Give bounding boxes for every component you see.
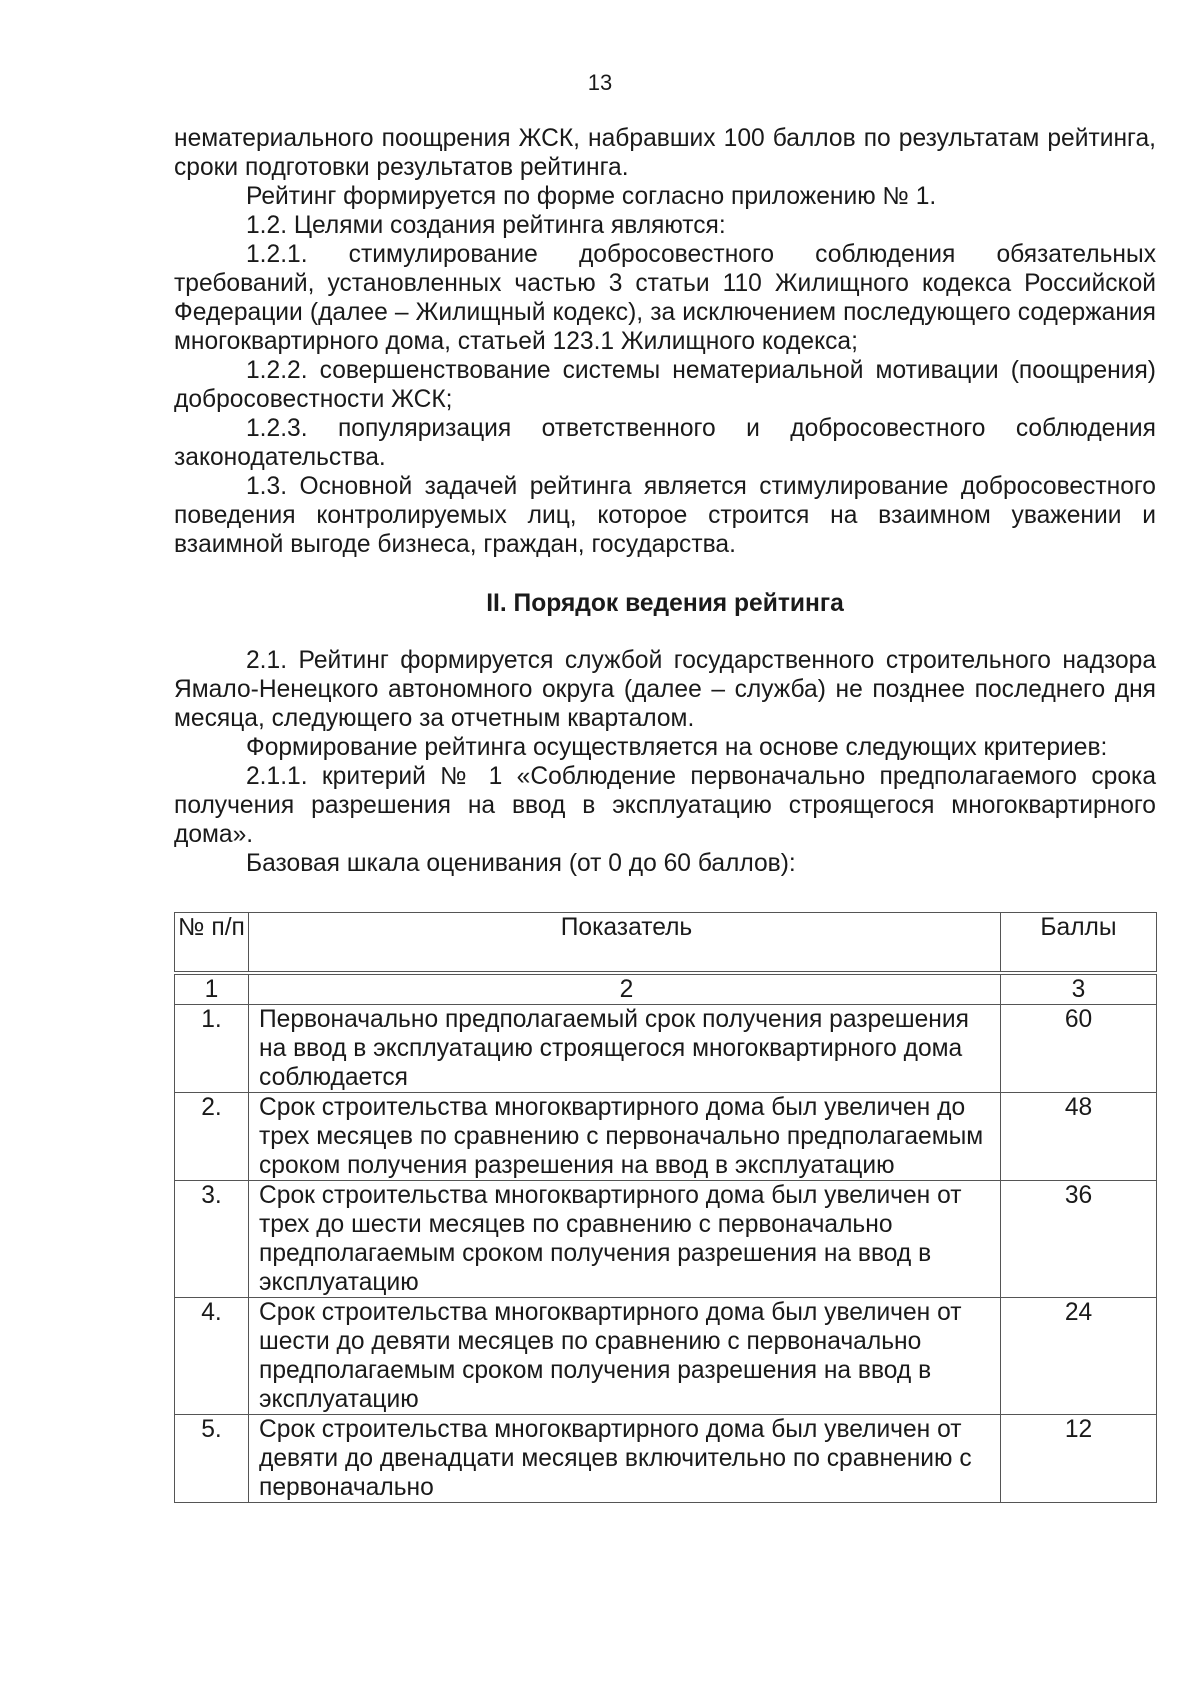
colnum-1: 1 <box>175 973 249 1005</box>
row-points: 48 <box>1001 1093 1157 1181</box>
table-row <box>175 1298 1157 1415</box>
page-number: 13 <box>587 70 613 95</box>
paragraph: 1.2.3. популяризация ответственного и добросовестного соблюдения законодательства. <box>174 415 1156 471</box>
paragraph: 2.1.1. критерий № 1 «Соблюдение первоначально предполагаемого срока получения разрешения на ввод в эксплуатацию строящегося многоквартирного дома». <box>174 763 1156 848</box>
row-indicator: Срок строительства многоквартирного дома был увеличен от девяти до двенадцати месяцев включительно по сравнению с первоначально <box>249 1415 1001 1503</box>
row-num: 3. <box>175 1181 249 1298</box>
paragraph: 1.2. Целями создания рейтинга являются: <box>246 212 726 239</box>
paragraph: 1.3. Основной задачей рейтинга является стимулирование добросовестного поведения контролируемых лиц, которое строится на взаимном уважении и взаимной выгоде бизнеса, граждан, государства. <box>174 473 1156 558</box>
colnum-2: 2 <box>249 973 1001 1005</box>
header-indicator: Показатель <box>249 913 1001 974</box>
table-header-row <box>175 913 1157 974</box>
paragraph: 2.1. Рейтинг формируется службой государственного строительного надзора Ямало-Ненецкого автономного округа (далее – служба) не позднее последнего дня месяца, следующего за отчетным кварталом. <box>174 647 1156 732</box>
colnum-3: 3 <box>1001 973 1157 1005</box>
column-number-row <box>175 973 1157 1005</box>
row-points: 12 <box>1001 1415 1157 1503</box>
header-num: № п/п <box>175 913 249 974</box>
row-indicator: Срок строительства многоквартирного дома был увеличен от трех до шести месяцев по сравнению с первоначально предполагаемым сроком получения разрешения на ввод в эксплуатацию <box>249 1181 1001 1298</box>
paragraph: нематериального поощрения ЖСК, набравших 100 баллов по результатам рейтинга, сроки подготовки результатов рейтинга. <box>174 125 1156 181</box>
table-row <box>175 1181 1157 1298</box>
paragraph: 1.2.2. совершенствование системы нематериальной мотивации (поощрения) добросовестности ЖСК; <box>174 357 1156 413</box>
row-num: 1. <box>175 1005 249 1093</box>
row-num: 2. <box>175 1093 249 1181</box>
row-indicator: Срок строительства многоквартирного дома был увеличен до трех месяцев по сравнению с первоначально предполагаемым сроком получения разрешения на ввод в эксплуатацию <box>249 1093 1001 1181</box>
row-points: 36 <box>1001 1181 1157 1298</box>
row-indicator: Первоначально предполагаемый срок получения разрешения на ввод в эксплуатацию строящегося многоквартирного дома соблюдается <box>249 1005 1001 1093</box>
paragraph: Базовая шкала оценивания (от 0 до 60 баллов): <box>246 850 796 877</box>
table-row <box>175 1415 1157 1503</box>
paragraph: Формирование рейтинга осуществляется на основе следующих критериев: <box>246 734 1108 761</box>
paragraph: Рейтинг формируется по форме согласно приложению № 1. <box>246 183 937 210</box>
row-indicator: Срок строительства многоквартирного дома был увеличен от шести до девяти месяцев по сравнению с первоначально предполагаемым сроком получения разрешения на ввод в эксплуатацию <box>249 1298 1001 1415</box>
scoring-table <box>174 912 1157 1503</box>
row-num: 4. <box>175 1298 249 1415</box>
header-points: Баллы <box>1001 913 1157 974</box>
row-num: 5. <box>175 1415 249 1503</box>
row-points: 60 <box>1001 1005 1157 1093</box>
row-points: 24 <box>1001 1298 1157 1415</box>
paragraph: 1.2.1. стимулирование добросовестного соблюдения обязательных требований, установленных частью 3 статьи 110 Жилищного кодекса Российской Федерации (далее – Жилищный кодекс), за исключением последующего содержания многоквартирного дома, статьей 123.1 Жилищного кодекса; <box>174 241 1156 355</box>
section-heading: II. Порядок ведения рейтинга <box>486 590 844 617</box>
table-row <box>175 1005 1157 1093</box>
document-body <box>174 124 1156 1503</box>
table-row <box>175 1093 1157 1181</box>
